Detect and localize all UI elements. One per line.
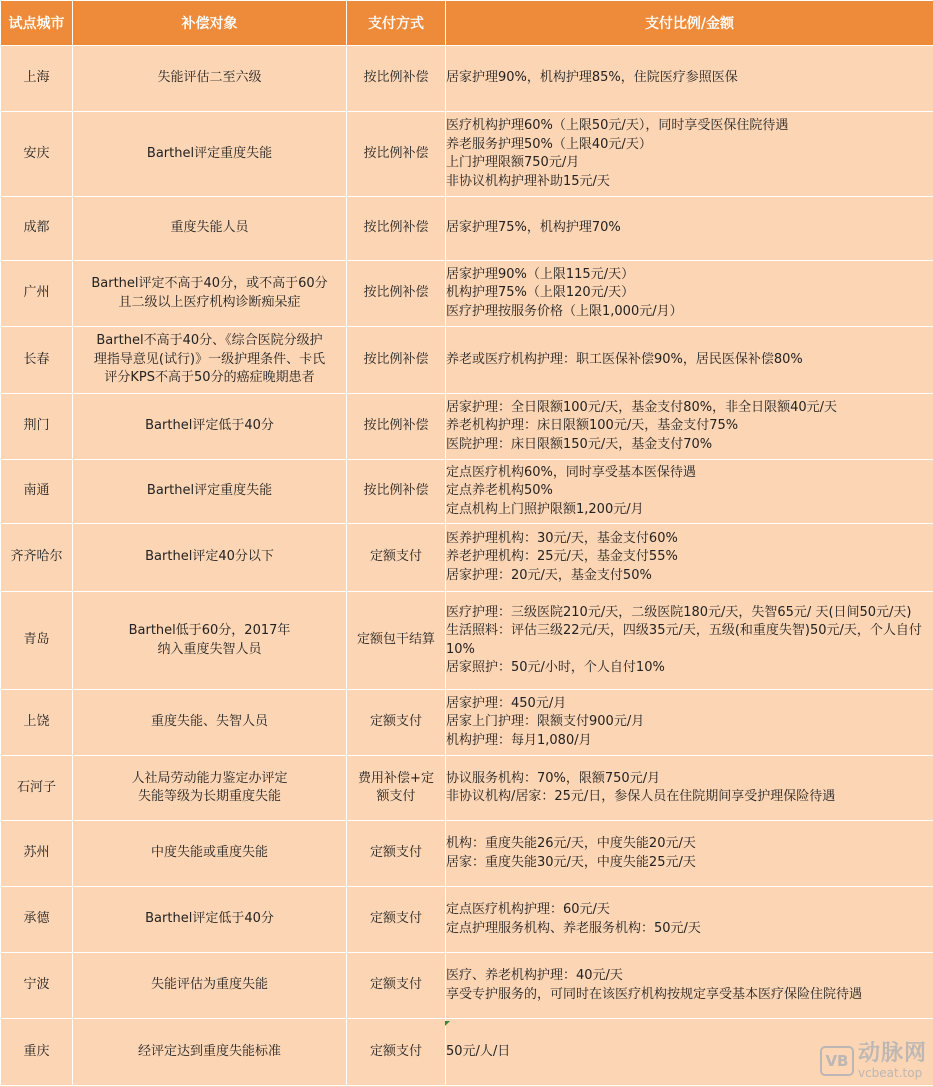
detail-line: 机构护理75%（上限120元/天） [446,285,635,301]
detail-line: 机构：重度失能26元/天，中度失能20元/天 [446,836,696,851]
city-cell: 上饶 [1,690,73,756]
table-row [1,197,933,261]
target-line: 失能评估为重度失能 [150,977,268,993]
target-line: 且二级以上医疗机构诊断痴呆症 [118,294,301,310]
target-line: Barthel评定低于40分 [145,911,274,927]
detail-cell [446,887,933,953]
detail-line: 协议服务机构：70%，限额750元/月 [446,770,661,786]
detail-line: 医院护理：床日限额150元/天，基金支付70% [446,436,713,452]
detail-line: 生活照料：评估三级22元/天，四级35元/天，五级(和重度失智)50元/天，个人自付10% [446,623,922,657]
target-line: Barthel评定40分以下 [145,549,274,565]
vcbeat-logo-icon: VB [820,1046,854,1076]
method-line: 定额支付 [369,1043,422,1059]
detail-line: 养老或医疗机构护理：职工医保补偿90%，居民医保补偿80% [446,351,803,367]
city-cell: 石河子 [1,756,73,821]
detail-line: 居家护理90%，机构护理85%，住院医疗参照医保 [446,70,738,86]
detail-line: 养老护理机构：25元/天，基金支付55% [446,549,678,565]
target-line: 重度失能、失智人员 [150,714,268,730]
detail-line: 医疗护理按服务价格（上限1,000元/月） [446,303,683,319]
target-cell [73,821,347,887]
detail-cell [446,756,933,821]
target-cell [73,592,347,690]
detail-line: 居家护理：450元/月 [446,695,567,711]
detail-line: 医疗护理：三级医院210元/天，二级医院180元/天，失智65元/ 天(日间50元/天) [446,604,912,620]
city-cell: 承德 [1,887,73,953]
detail-line: 上门护理限额750元/月 [446,155,580,170]
city-cell: 重庆 [1,1019,73,1086]
method-cell [347,394,446,460]
detail-cell [446,327,933,394]
city-cell: 南通 [1,460,73,524]
detail-line: 养老机构护理：床日限额100元/天，基金支付75% [446,418,739,434]
city-cell: 宁波 [1,953,73,1019]
detail-cell [446,690,933,756]
method-cell [347,112,446,197]
table-row [1,261,933,327]
detail-line: 医疗机构护理60%（上限50元/天），同时享受医保住院待遇 [446,118,789,133]
target-line: Barthel评定重度失能 [146,483,273,499]
table-row [1,821,933,887]
table-row [1,756,933,821]
method-line: 按比例补偿 [363,418,429,434]
method-line: 按比例补偿 [363,70,429,86]
table-row [1,394,933,460]
city-cell: 广州 [1,261,73,327]
table-row [1,112,933,197]
method-cell [347,524,446,592]
detail-cell [446,460,933,524]
method-line: 费用补偿+定 [358,770,434,786]
detail-cell [446,953,933,1019]
detail-line: 定点医疗机构60%，同时享受基本医保待遇 [446,464,696,480]
target-cell [73,756,347,821]
method-cell [347,887,446,953]
method-line: 定额支付 [369,977,422,993]
target-line: 人社局劳动能力鉴定办评定 [131,770,288,786]
method-line: 定额支付 [369,714,422,730]
method-line: 按比例补偿 [363,220,429,236]
target-cell [73,1019,347,1086]
header-city: 试点城市 [1,1,73,46]
target-cell [73,690,347,756]
target-line: 经评定达到重度失能标准 [137,1043,281,1059]
target-cell [73,197,347,261]
header-row [1,1,933,46]
target-cell [73,953,347,1019]
detail-line: 养老服务护理50%（上限40元/天） [446,136,652,152]
target-line: 纳入重度失智人员 [157,641,262,657]
detail-line: 定点护理服务机构、养老服务机构：50元/天 [446,920,701,936]
detail-cell [446,261,933,327]
detail-line: 居家上门护理：限额支付900元/月 [446,714,645,730]
cell-corner-marker [445,1021,450,1026]
detail-cell [446,592,933,690]
detail-line: 定点医疗机构护理：60元/天 [446,902,610,917]
target-cell [73,46,347,112]
detail-line: 居家护理：全日限额100元/天，基金支付80%，非全日限额40元/天 [446,399,838,415]
method-line: 按比例补偿 [363,483,429,499]
target-line: 失能评估二至六级 [157,70,262,86]
detail-line: 非协议机构护理补助15元/天 [446,173,610,189]
city-cell: 安庆 [1,112,73,197]
method-cell [347,592,446,690]
city-cell: 苏州 [1,821,73,887]
table-row [1,1019,933,1086]
target-line: 评分KPS不高于50分的癌症晚期患者 [104,370,315,386]
target-cell [73,460,347,524]
city-cell: 青岛 [1,592,73,690]
method-cell [347,327,446,394]
method-line: 按比例补偿 [363,351,429,367]
detail-cell [446,394,933,460]
method-cell [347,197,446,261]
detail-line: 医疗、养老机构护理：40元/天 [446,968,623,983]
table-row [1,524,933,592]
detail-line: 非协议机构/居家：25元/日，参保人员在住院期间享受护理保险待遇 [446,789,836,804]
detail-cell [446,524,933,592]
watermark-cn: 动脉网 [857,1041,927,1066]
target-cell [73,327,347,394]
method-line: 按比例补偿 [363,285,429,301]
method-cell [347,690,446,756]
detail-line: 居家：重度失能30元/天，中度失能25元/天 [446,854,696,870]
detail-line: 居家照护：50元/小时，个人自付10% [446,660,665,675]
table-row [1,327,933,394]
target-line: Barthel低于60分，2017年 [128,623,291,638]
table-row [1,690,933,756]
target-cell [73,887,347,953]
watermark-en: vcbeat.top [857,1066,923,1080]
detail-line: 享受专护服务的，可同时在该医疗机构按规定享受基本医疗保险住院待遇 [446,986,863,1002]
table-row [1,953,933,1019]
method-cell [347,460,446,524]
method-line: 定额支付 [369,845,422,861]
table-row [1,46,933,112]
method-cell [347,46,446,112]
city-cell: 荆门 [1,394,73,460]
target-line: Barthel评定不高于40分，或不高于60分 [91,276,328,291]
detail-line: 居家护理75%，机构护理70% [446,220,621,236]
header-detail: 支付比例/金额 [446,1,933,46]
city-cell: 成都 [1,197,73,261]
method-line: 定额包干结算 [356,632,435,648]
detail-cell [446,112,933,197]
detail-cell [446,197,933,261]
detail-line: 定点养老机构50% [446,483,553,499]
detail-line: 50元/人/日 [446,1043,511,1059]
method-line: 定额支付 [369,549,422,565]
target-cell [73,394,347,460]
detail-line: 机构护理：每月1,080/月 [446,732,592,748]
target-cell [73,524,347,592]
target-line: 中度失能或重度失能 [150,845,268,861]
city-cell: 齐齐哈尔 [1,524,73,592]
target-cell [73,261,347,327]
method-cell [347,756,446,821]
method-line: 定额支付 [369,911,422,927]
target-line: Barthel不高于40分、《综合医院分级护 [96,333,323,349]
table-row [1,460,933,524]
detail-line: 居家护理90%（上限115元/天） [446,266,635,282]
target-line: 失能等级为长期重度失能 [137,789,281,804]
detail-line: 居家护理：20元/天，基金支付50% [446,567,652,583]
header-method: 支付方式 [347,1,446,46]
method-cell [347,261,446,327]
method-line: 额支付 [376,789,416,804]
target-cell [73,112,347,197]
method-cell [347,821,446,887]
detail-cell [446,821,933,887]
target-line: 重度失能人员 [170,220,249,236]
target-line: Barthel评定低于40分 [145,418,274,434]
method-line: 按比例补偿 [363,145,429,161]
detail-cell [446,46,933,112]
target-line: Barthel评定重度失能 [146,145,273,161]
table-row [1,887,933,953]
table-row [1,592,933,690]
watermark [820,1043,927,1079]
detail-line: 医养护理机构：30元/天，基金支付60% [446,530,678,546]
target-line: 理指导意见(试行)》一级护理条件、卡氏 [93,351,326,367]
city-cell: 上海 [1,46,73,112]
header-target: 补偿对象 [73,1,347,46]
detail-line: 定点机构上门照护限额1,200元/月 [446,501,644,517]
method-cell [347,1019,446,1086]
method-cell [347,953,446,1019]
city-cell: 长春 [1,327,73,394]
